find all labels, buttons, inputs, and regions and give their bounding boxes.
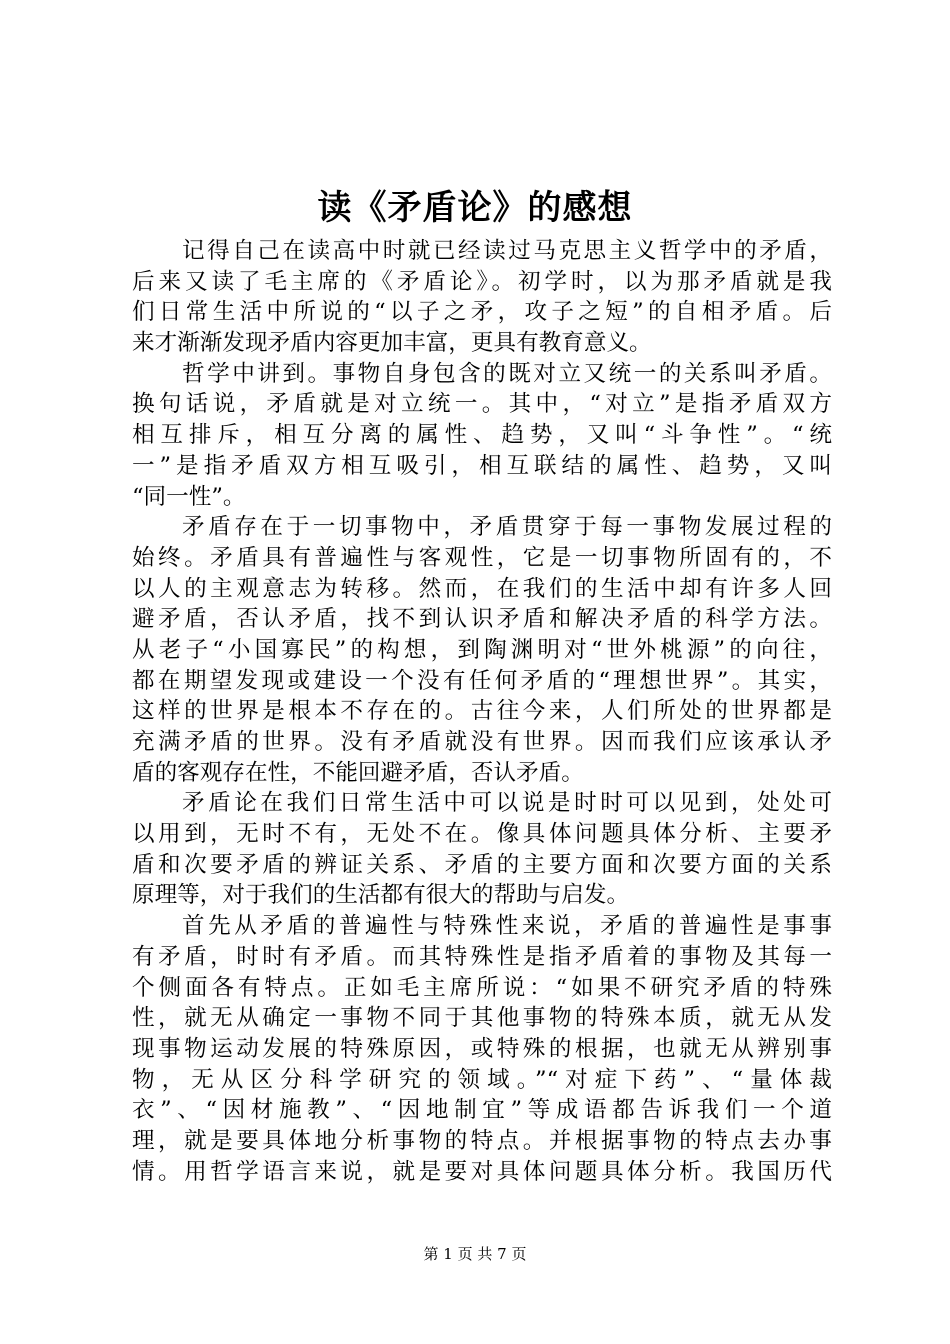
text-line: 记得自己在读高中时就已经读过马克思主义哲学中的矛盾，	[182, 238, 832, 264]
text-line: 这样的世界是根本不存在的。古往今来，人们所处的世界都是	[132, 698, 832, 725]
text-line: 有矛盾，时时有矛盾。而其特殊性是指矛盾着的事物及其每一	[132, 943, 832, 970]
document-body	[132, 236, 832, 1187]
text-line: 情。用哲学语言来说，就是要对具体问题具体分析。我国历代	[132, 1158, 832, 1185]
text-line: 个侧面各有特点。正如毛主席所说：“如果不研究矛盾的特殊	[132, 974, 832, 1001]
text-line: 都在期望发现或建设一个没有任何矛盾的“理想世界”。其实，	[132, 667, 832, 694]
text-line: 哲学中讲到。事物自身包含的既对立又统一的关系叫矛盾。	[182, 360, 832, 387]
text-line: 们日常生活中所说的“以子之矛，攻子之短”的自相矛盾。后	[132, 299, 832, 326]
text-line: 矛盾存在于一切事物中，矛盾贯穿于每一事物发展过程的	[182, 514, 832, 541]
text-line: 避矛盾，否认矛盾，找不到认识矛盾和解决矛盾的科学方法。	[132, 606, 832, 633]
text-line: 以人的主观意志为转移。然而，在我们的生活中却有许多人回	[132, 575, 832, 602]
text-line: 矛盾论在我们日常生活中可以说是时时可以见到，处处可	[182, 790, 832, 817]
text-line: 性，就无从确定一事物不同于其他事物的特殊本质，就无从发	[132, 1005, 832, 1032]
text-line: 相互排斥，相互分离的属性、趋势，又叫“斗争性”。“统	[132, 422, 832, 449]
text-line: 理，就是要具体地分析事物的特点。并根据事物的特点去办事	[132, 1127, 832, 1154]
text-line: 换句话说，矛盾就是对立统一。其中，“对立”是指矛盾双方	[132, 391, 832, 418]
text-line: 来才渐渐发现矛盾内容更加丰富，更具有教育意义。	[132, 330, 652, 357]
text-line: 始终。矛盾具有普遍性与客观性，它是一切事物所固有的，不	[132, 544, 832, 571]
text-line: 物，无从区分科学研究的领域。”“对症下药”、“量体裁	[132, 1066, 832, 1093]
text-line: 一”是指矛盾双方相互吸引，相互联结的属性、趋势，又叫	[132, 452, 832, 479]
page-footer: 第 1 页 共 7 页	[423, 1245, 527, 1263]
text-line: 现事物运动发展的特殊原因，或特殊的根据，也就无从辨别事	[132, 1035, 832, 1062]
text-line: 盾的客观存在性，不能回避矛盾，否认矛盾。	[132, 759, 584, 786]
text-line: “同一性”。	[132, 483, 246, 510]
text-line: 原理等，对于我们的生活都有很大的帮助与启发。	[132, 882, 630, 909]
text-line: 后来又读了毛主席的《矛盾论》。初学时，以为那矛盾就是我	[132, 268, 832, 295]
text-line: 以用到，无时不有，无处不在。像具体问题具体分析、主要矛	[132, 821, 832, 848]
text-line: 充满矛盾的世界。没有矛盾就没有世界。因而我们应该承认矛	[132, 729, 832, 755]
document-title: 读《矛盾论》的感想	[317, 188, 633, 228]
text-line: 从老子“小国寡民”的构想，到陶渊明对“世外桃源”的向往，	[132, 636, 832, 663]
text-line: 首先从矛盾的普遍性与特殊性来说，矛盾的普遍性是事事	[182, 913, 832, 940]
text-line: 衣”、“因材施教”、“因地制宜”等成语都告诉我们一个道	[132, 1097, 832, 1124]
text-line: 盾和次要矛盾的辨证关系、矛盾的主要方面和次要方面的关系	[132, 851, 832, 878]
